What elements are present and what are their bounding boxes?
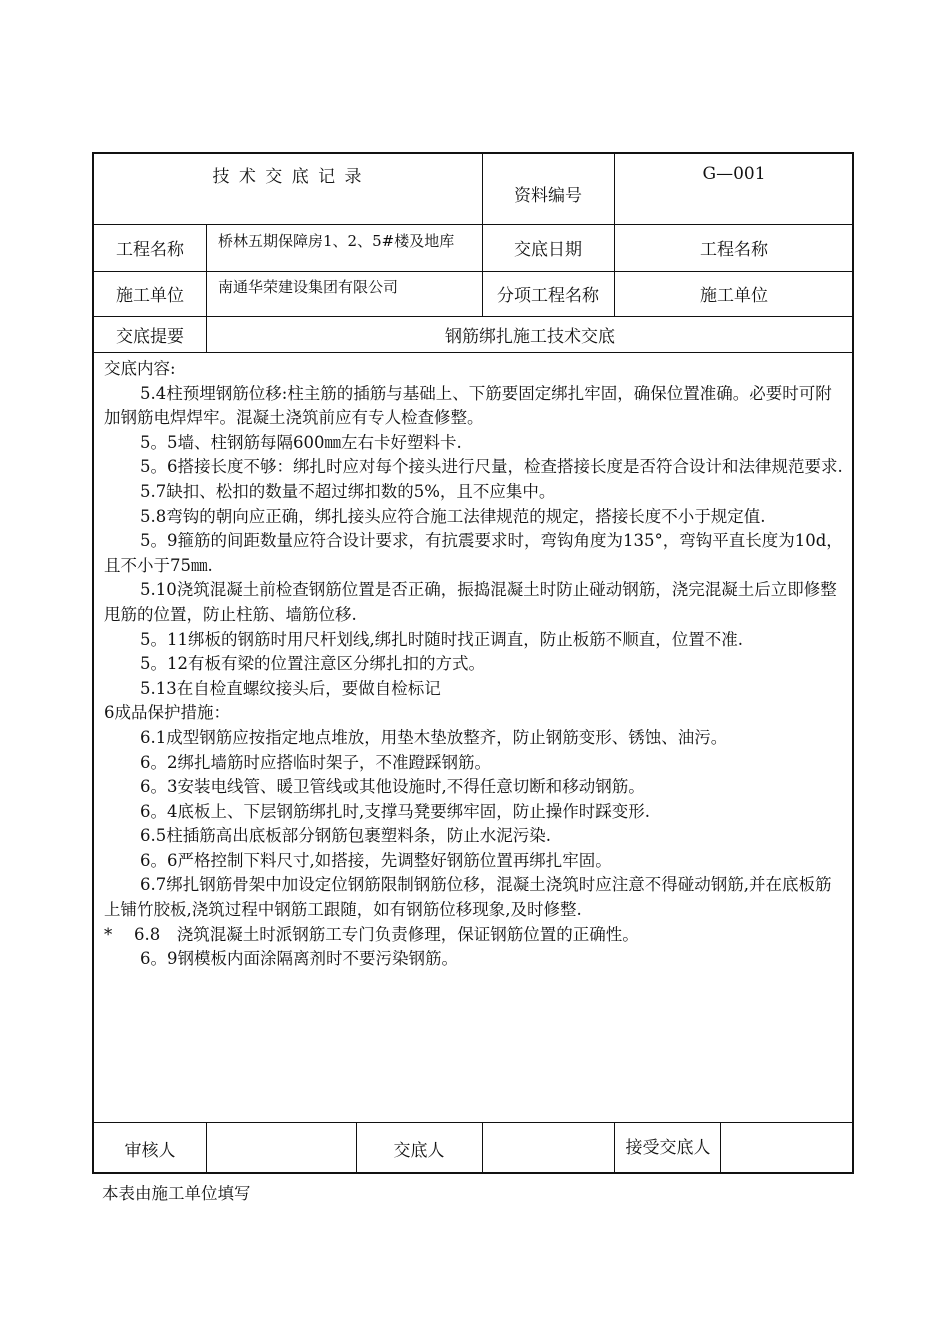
content-line: 5。6搭接长度不够：绑扎时应对每个接头进行尺量，检查搭接长度是否符合设计和法律规范要求. <box>140 457 843 477</box>
content-line: 6.7绑扎钢筋骨架中加设定位钢筋限制钢筋位移，混凝土浇筑时应注意不得碰动钢筋,并在底板筋上铺竹胶板,浇筑过程中钢筋工跟随，如有钢筋位移现象,及时修整. <box>104 875 832 920</box>
project-value: 桥林五期保障房1、2、5#楼及地库 <box>218 232 455 250</box>
content-line: 6。4底板上、下层钢筋绑扎时,支撑马凳要绑牢固，防止操作时踩变形. <box>140 801 650 821</box>
content-line: 6。3安装电线管、暖卫管线或其他设施时,不得任意切断和移动钢筋。 <box>140 777 645 797</box>
date-value: 工程名称 <box>700 240 768 260</box>
disclosure-form <box>92 152 854 1174</box>
footer-note: 本表由施工单位填写 <box>102 1184 251 1203</box>
reviewer-signature-field[interactable] <box>206 1122 356 1174</box>
content-line: 5。9箍筋的间距数量应符合设计要求，有抗震要求时，弯钩角度为135°，弯钩平直长度为10d，且不小于75㎜. <box>104 531 843 575</box>
content-line: 6。6严格控制下料尺寸,如搭接，先调整好钢筋位置再绑扎牢固。 <box>140 850 612 870</box>
discloser-signature-field[interactable] <box>482 1122 614 1174</box>
unit-label: 施工单位 <box>116 286 184 306</box>
content-line: 6.5柱插筋高出底板部分钢筋包裹塑料条，防止水泥污染. <box>140 826 551 846</box>
summary-value: 钢筋绑扎施工技术交底 <box>445 326 615 347</box>
disclosure-content <box>104 357 844 972</box>
sub-project-value: 施工单位 <box>700 286 768 306</box>
doc-no-label: 资料编号 <box>514 185 582 206</box>
discloser-label: 交底人 <box>393 1140 445 1161</box>
content-line: * 6.8 浇筑混凝土时派钢筋工专门负责修理，保证钢筋位置的正确性。 <box>104 924 639 944</box>
receiver-label: 接受交底人 <box>625 1138 711 1158</box>
receiver-signature-field[interactable] <box>720 1122 854 1174</box>
content-line: 6.1成型钢筋应按指定地点堆放，用垫木垫放整齐，防止钢筋变形、锈蚀、油污。 <box>140 727 728 747</box>
summary-label: 交底提要 <box>116 326 184 347</box>
content-heading: 交底内容: <box>104 359 176 378</box>
project-label: 工程名称 <box>116 240 184 260</box>
date-label: 交底日期 <box>514 240 582 260</box>
col-divider <box>614 1122 615 1174</box>
content-line: 5.7缺扣、松扣的数量不超过绑扣数的5%，且不应集中。 <box>140 481 556 501</box>
doc-no-value: G—001 <box>702 164 766 184</box>
content-line: 5.10浇筑混凝土前检查钢筋位置是否正确，振捣混凝土时防止碰动钢筋，浇完混凝土后立即修整甩筋的位置，防止柱筋、墙筋位移. <box>104 580 837 624</box>
unit-value: 南通华荣建设集团有限公司 <box>218 278 399 296</box>
reviewer-label: 审核人 <box>124 1140 176 1161</box>
content-line: 5。5墙、柱钢筋每隔600㎜左右卡好塑料卡. <box>140 432 462 452</box>
row-divider <box>94 352 852 353</box>
content-section-heading: 6成品保护措施： <box>104 703 230 723</box>
content-line: 5。12有板有梁的位置注意区分绑扎扣的方式。 <box>140 654 485 674</box>
content-line: 5.4柱预埋钢筋位移:柱主筋的插筋与基础上、下筋要固定绑扎牢固，确保位置准确。必要时可附加钢筋电焊焊牢。混凝土浇筑前应有专人检查修整。 <box>104 383 832 428</box>
form-title: 技 术 交 底 记 录 <box>212 167 364 187</box>
content-line: 6。9钢模板内面涂隔离剂时不要污染钢筋。 <box>140 949 458 969</box>
content-line: 5.13在自检直螺纹接头后，要做自检标记 <box>140 678 441 698</box>
content-line: 5。11绑板的钢筋时用尺杆划线,绑扎时随时找正调直，防止板筋不顺直，位置不准. <box>140 629 743 649</box>
sub-project-label: 分项工程名称 <box>497 286 599 306</box>
content-line: 6。2绑扎墙筋时应搭临时架子，不准蹬踩钢筋。 <box>140 752 491 772</box>
content-line: 5.8弯钩的朝向应正确，绑扎接头应符合施工法律规范的规定，搭接长度不小于规定值. <box>140 506 766 526</box>
